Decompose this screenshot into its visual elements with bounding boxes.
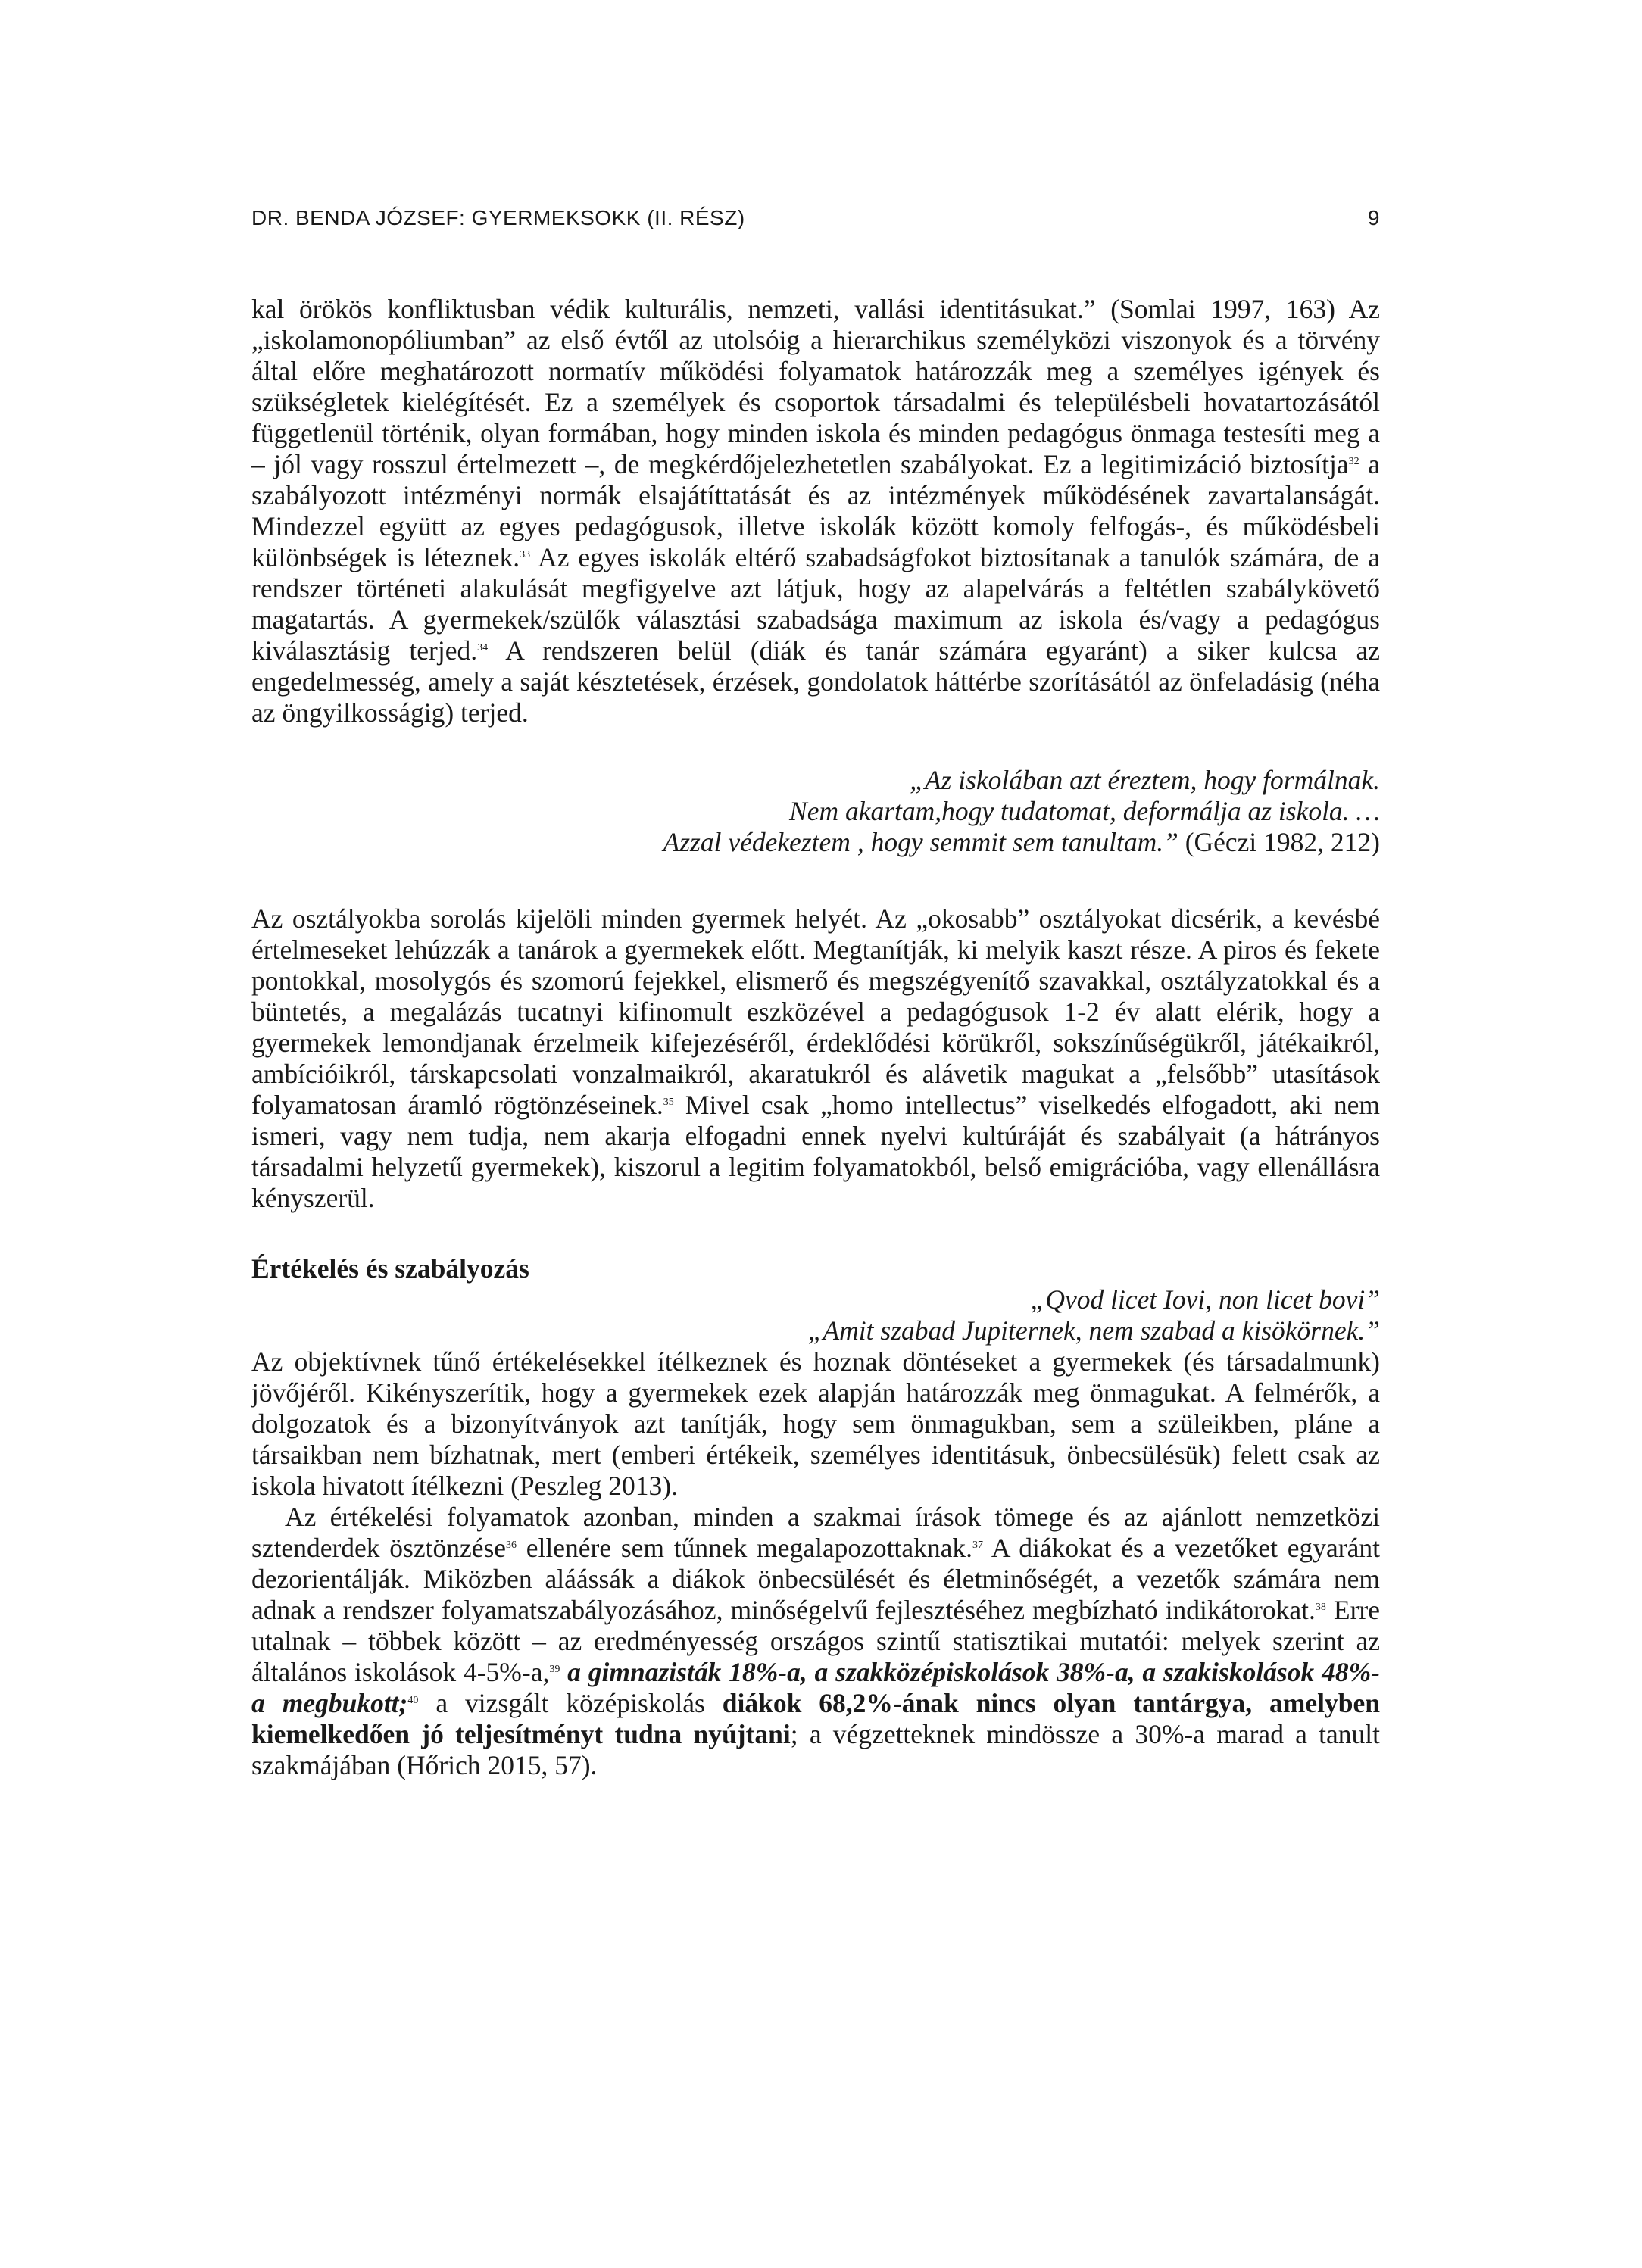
paragraph-text: kal örökös konfliktusban védik kulturális, nemzeti, vallási identitásukat.” (Somlai 1997, 163) Az „iskolamonopóliumban” az első évtől az utolsóig a hierarchikus személyközi viszonyok és a törvény által előre meghatározott normatív működési folyamatok határozzák meg a személyes igények és szükségletek kielégítését. Ez a személyek és csoportok társadalmi és településbeli hovatartozásától függetlenül történik, olyan formában, hogy minden iskola és minden pedagógus önmaga testesíti meg a – jól vagy rosszul értelmezett –, de megkérdőjelezhetetlen szabályokat. Ez a legitimizáció biztosítja: [251, 294, 1380, 479]
paragraph-text: Az egyes iskolák eltérő szabadságfokot biztosítanak a tanulók számára, de a rendszer történeti alakulását megfigyelve azt látjuk, hogy az alapelvárás a feltétlen szabálykövető magatartás. A gyermekek/szülők választási szabadsága maximum az iskola és/vagy a pedagógus kiválasztásig terjed.: [251, 542, 1380, 666]
block-quote: [251, 765, 1380, 858]
paragraph-3: Az objektívnek tűnő értékelésekkel ítélkeznek és hoznak döntéseket a gyermekek (és társadalmunk) jövőjéről. Kikényszerítik, hogy a gyermekek ezek alapján határozzák meg önmagukat. A felmérők, a dolgozatok és a bizonyítványok azt tanítják, hogy sem önmagukban, sem a szüleikben, pláne a társaikban nem bízhatnak, mert (emberi értékeik, személyes identitásuk, önbecsülésük) felett csak az iskola hivatott ítélkezni (Peszleg 2013).: [251, 1346, 1380, 1501]
paragraph-2: [251, 903, 1380, 1214]
footnote-ref: 40: [407, 1695, 419, 1706]
paragraph-text: Az értékelési folyamatok azonban, minden a szakmai írások tömege és az ajánlott nemzetközi sztenderdek ösztönzése: [251, 1502, 1380, 1563]
paragraph-text: A diákokat és a vezetőket egyaránt dezorientálják. Miközben aláássák a diákok önbecsülését és életminőségét, a vezetők számára nem adnak a rendszer folyamatszabályozásához, minőségelvű fejlesztéséhez megbízható indikátorokat.: [251, 1533, 1380, 1625]
footnote-ref: 39: [549, 1664, 560, 1675]
paragraph-text: A rendszeren belül (diák és tanár számára egyaránt) a siker kulcsa az engedelmesség, amely a saját késztetések, érzések, gondolatok háttérbe szorításától az önfeladásig (néha az öngyilkosságig) terjed.: [251, 635, 1380, 728]
paragraph-text: ellenére sem tűnnek megalapozottaknak.: [517, 1533, 973, 1563]
quote-line: „Az iskolában azt éreztem, hogy formálnak.: [910, 765, 1380, 795]
footnote-ref: 35: [663, 1097, 674, 1108]
running-header: [251, 206, 1380, 230]
paragraph-text: Mivel csak „homo intellectus” viselkedés elfogadott, aki nem ismeri, vagy nem tudja, nem akarja elfogadni ennek nyelvi kultúráját és szabályait (a hátrányos társadalmi helyzetű gyermekek), kiszorul a legitim folyamatokból, belső emigrációba, vagy ellenállásra kényszerül.: [251, 1090, 1380, 1213]
section-heading: Értékelés és szabályozás: [251, 1253, 529, 1284]
quote-line: Nem akartam,hogy tudatomat, deformálja az iskola. …: [789, 796, 1380, 826]
paragraph-text: Az osztályokba sorolás kijelöli minden gyermek helyét. Az „okosabb” osztályokat dicsérik, a kevésbé értelmeseket lehúzzák a tanárok a gyermekek előtt. Megtanítják, ki melyik kaszt része. A piros és fekete pontokkal, mosolygós és szomorú fejekkel, elismerő és megszégyenítő szavakkal, osztályzatokkal és a büntetés, a megalázás tucatnyi kifinomult eszközével a pedagógusok 1-2 év alatt elérik, hogy a gyermekek lemondjanak érzelmeik kifejezéséről, érdeklődési körükről, sokszínűségükről, játékaikról, ambícióikról, társkapcsolati vonzalmaikról, akaratukról és alávetik magukat a „felsőbb” utasítások folyamatosan áramló rögtönzéseinek.: [251, 903, 1380, 1120]
quote-line-last: [251, 827, 1380, 858]
page-body: [251, 294, 1380, 1781]
footnote-ref: 34: [477, 642, 489, 654]
footnote-ref: 32: [1348, 456, 1359, 467]
paragraph-text: a vizsgált középiskolás: [418, 1688, 723, 1718]
paragraph-4: [251, 1502, 1380, 1781]
paragraph-text: a szabályozott intézményi normák elsajátíttatását és az intézmények működésének zavartalanságát. Mindezzel együtt az egyes pedagógusok, illetve iskolák között komoly felfogás-, és működésbeli különbségek is léteznek.: [251, 449, 1380, 572]
emphasis-bold-italic: a gimnazisták 18%-a, a szakközépiskolások 38%-a, a szakiskolások 48%-a megbukott;: [251, 1657, 1380, 1718]
quote-citation: (Géczi 1982, 212): [1178, 827, 1380, 857]
footnote-ref: 36: [506, 1540, 517, 1551]
motto-line: „Amit szabad Jupiternek, nem szabad a kisökörnek.”: [807, 1315, 1380, 1346]
footnote-ref: 37: [972, 1540, 984, 1551]
motto-line: „Qvod licet Iovi, non licet bovi”: [1030, 1284, 1380, 1315]
paragraph-1: [251, 294, 1380, 728]
emphasis-bold: diákok 68,2%-ának nincs olyan tantárgya, amelyben kiemelkedően jó teljesítményt tudna nyújtani: [251, 1688, 1380, 1749]
quote-text: Azzal védekeztem , hogy semmit sem tanultam.”: [663, 827, 1178, 857]
paragraph-text: Erre utalnak – többek között – az eredményesség országos szintű statisztikai mutatói: melyek szerint az általános iskolások 4-5%-a,: [251, 1595, 1380, 1687]
running-title: DR. BENDA JÓZSEF: GYERMEKSOKK (II. RÉSZ): [251, 206, 745, 229]
page-number: 9: [1367, 206, 1380, 229]
footnote-ref: 38: [1315, 1602, 1326, 1613]
paragraph-text: ; a végzetteknek mindössze a 30%-a marad a tanult szakmájában (Hőrich 2015, 57).: [251, 1719, 1380, 1780]
footnote-ref: 33: [520, 549, 531, 560]
